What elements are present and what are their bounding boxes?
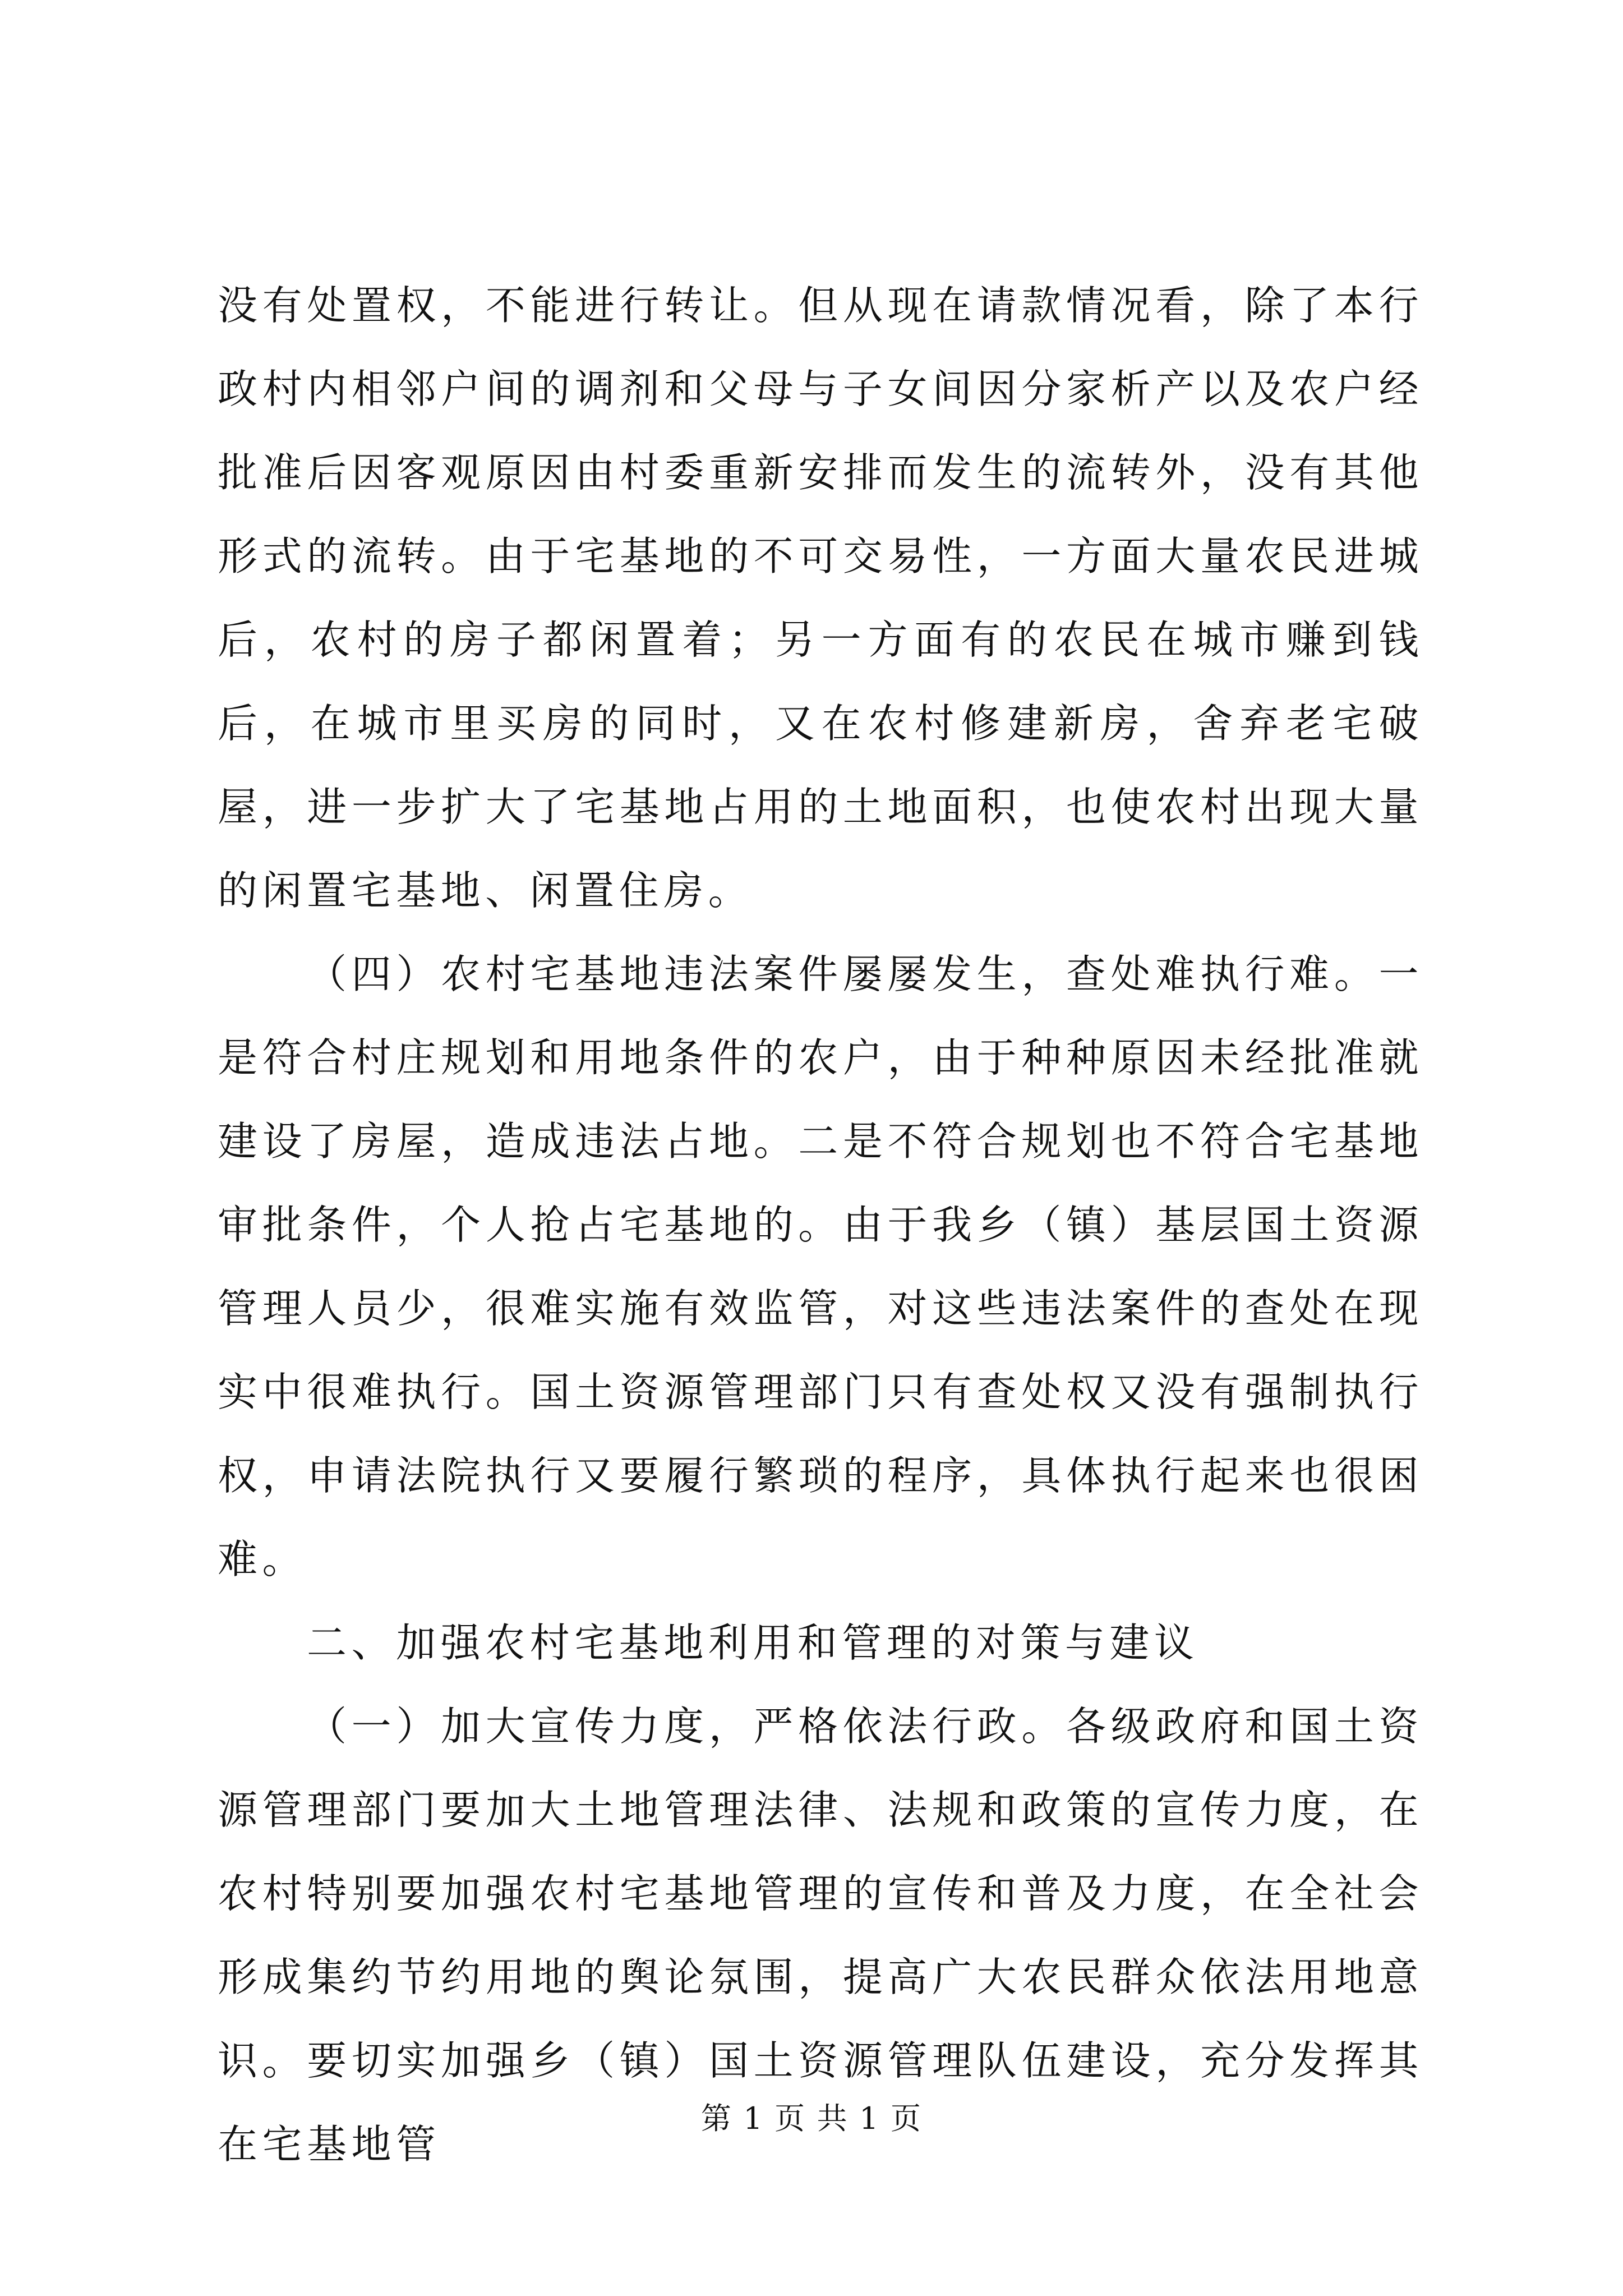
- paragraph-subsection-one: （一）加大宣传力度，严格依法行政。各级政府和国土资源管理部门要加大土地管理法律、法规和政策的宣传力度，在农村特别要加强农村宅基地管理的宣传和普及力度，在全社会形成集约节约用地的舆论氛围，提高广大农民群众依法用地意识。要切实加强乡（镇）国土资源管理队伍建设，充分发挥其在宅基地管: [218, 1703, 1423, 2168]
- document-body: [218, 264, 1423, 2186]
- page-footer: 第 1 页 共 1 页: [700, 2101, 923, 2136]
- paragraph-section-four: （四）农村宅基地违法案件屡屡发生，查处难执行难。一是符合村庄规划和用地条件的农户，由于种种原因未经批准就建设了房屋，造成违法占地。二是不符合规划也不符合宅基地审批条件，个人抢占宅基地的。由于我乡（镇）基层国土资源管理人员少，很难实施有效监管，对这些违法案件的查处在现实中很难执行。国土资源管理部门只有查处权又没有强制执行权，申请法院执行又要履行繁琐的程序，具体执行起来也很困难。: [218, 951, 1423, 1582]
- section-heading-two: 二、加强农村宅基地利用和管理的对策与建议: [307, 1619, 1199, 1666]
- paragraph-continuation: 没有处置权，不能进行转让。但从现在请款情况看，除了本行政村内相邻户间的调剂和父母与子女间因分家析产以及农户经批准后因客观原因由村委重新安排而发生的流转外，没有其他形式的流转。由于宅基地的不可交易性，一方面大量农民进城后，农村的房子都闲置着；另一方面有的农民在城市赚到钱后，在城市里买房的同时，又在农村修建新房，舍弃老宅破屋，进一步扩大了宅基地占用的土地面积，也使农村出现大量的闲置宅基地、闲置住房。: [218, 282, 1423, 914]
